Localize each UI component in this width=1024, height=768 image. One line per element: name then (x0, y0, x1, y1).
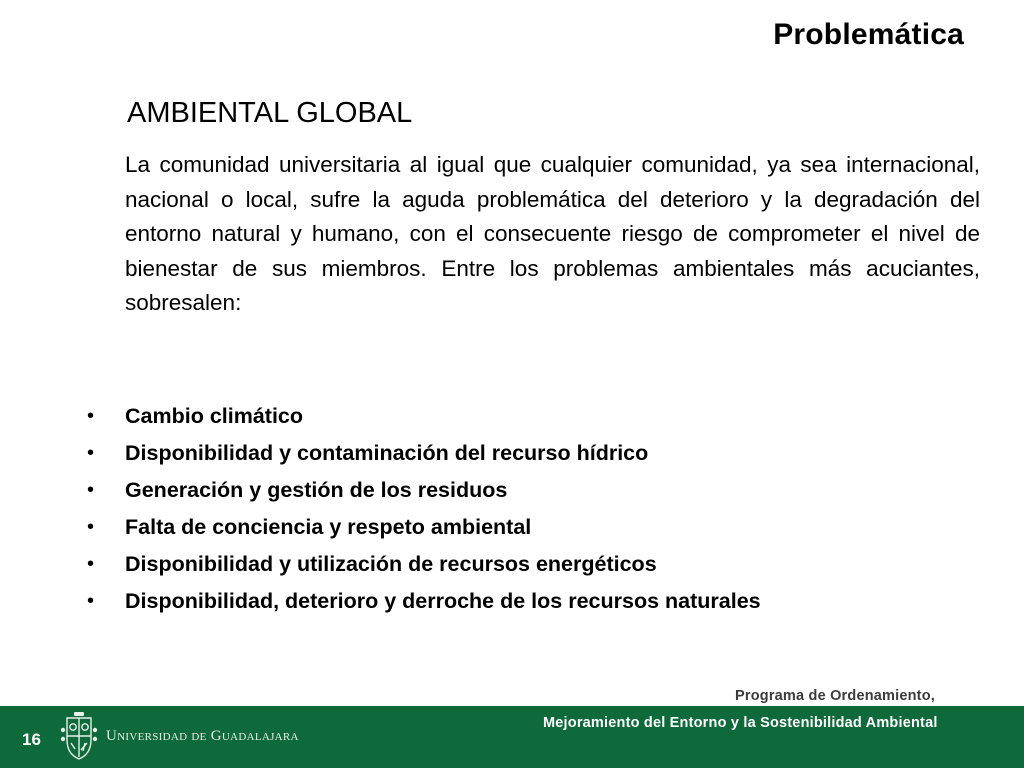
slide-title: Problemática (773, 18, 964, 51)
list-item (85, 472, 761, 509)
page-number: 16 (22, 730, 41, 749)
body-paragraph: La comunidad universitaria al igual que cualquier comunidad, ya sea internacional, nacional o local, sufre la aguda problemática del deterioro y la degradación del entorno natural y humano, con el consecuente riesgo de comprometer el nivel de bienestar de sus miembros. Entre los problemas ambientales más acuciantes, sobresalen: (125, 152, 980, 315)
list-item-label: Disponibilidad y utilización de recursos energéticos (125, 552, 657, 576)
section-heading: AMBIENTAL GLOBAL (127, 97, 413, 129)
list-item (85, 546, 761, 583)
bullet-dot: • (87, 590, 95, 612)
list-item (85, 435, 761, 472)
list-item-label: Cambio climático (125, 404, 304, 428)
bullet-dot: • (87, 405, 95, 427)
bullet-dot: • (87, 442, 95, 464)
list-item-label: Disponibilidad y contaminación del recurso hídrico (125, 441, 649, 465)
university-crest-icon (60, 712, 98, 762)
program-name-line-1: Programa de Ordenamiento, (735, 688, 935, 704)
bullet-list (85, 398, 761, 620)
list-item (85, 583, 761, 620)
list-item (85, 509, 761, 546)
university-name: Universidad de Guadalajara (106, 728, 299, 744)
list-item-label: Disponibilidad, deterioro y derroche de los recursos naturales (125, 589, 761, 613)
list-item-label: Falta de conciencia y respeto ambiental (125, 515, 532, 539)
list-item (85, 398, 761, 435)
bullet-dot: • (87, 479, 95, 501)
program-name-line-2: Mejoramiento del Entorno y la Sostenibilidad Ambiental (543, 715, 938, 731)
bullet-dot: • (87, 516, 95, 538)
bullet-dot: • (87, 553, 95, 575)
footer-bar (0, 706, 1024, 768)
list-item-label: Generación y gestión de los residuos (125, 478, 508, 502)
